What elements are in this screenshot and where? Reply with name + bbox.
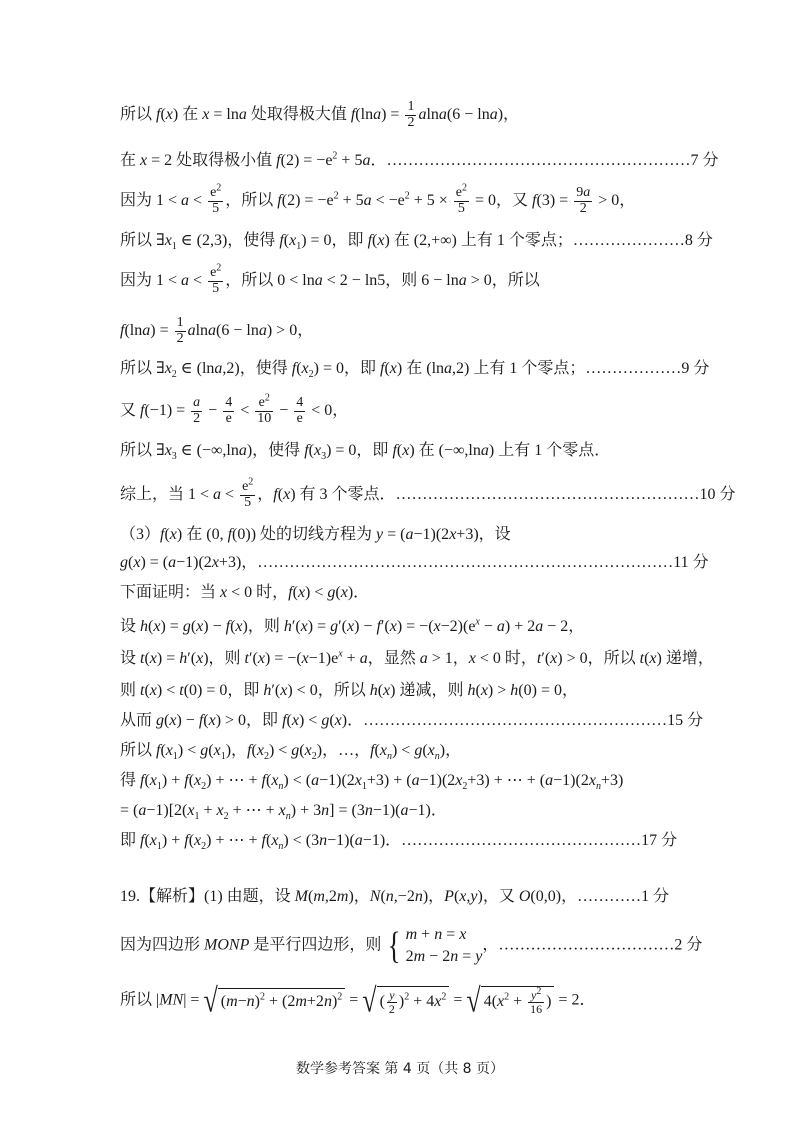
line-21: 即 $f(x_1) + f(x_2)$ + ⋯ + $f(x_n) < (3n-1)(a-1)$．………………………………………17 分 bbox=[120, 832, 678, 853]
line-1: 所以 f(x) 在 x = lna 处取得极大值 f(lna) = $\frac{1}{2}$ alna(6 − lna)， bbox=[120, 99, 520, 130]
page-footer: 数学参考答案 第 4 页（共 8 页） bbox=[295, 1061, 505, 1077]
line-4: 所以 $\exists x_1$ ∈ (2,3)，使得 $f(x_1) = 0$，即 f(x) 在 (2,+∞) 上有 1 个零点；…………………8 分 bbox=[120, 232, 713, 253]
line-20: = $(a-1)[2(x_1 + x_2$ + ⋯ + $x_n) + 3n] = (3n-1)(a-1)$． bbox=[120, 802, 447, 823]
line-7: 所以 $\exists x_2$ ∈ (lna,2)，使得 $f(x_2) = 0$，即 f(x) 在 (lna,2) 上有 1 个零点；………………9 分 bbox=[120, 360, 710, 381]
line-9: 所以 $\exists x_3$ ∈ (−∞,lna)，使得 $f(x_3) = 0$，即 f(x) 在 (−∞,lna) 上有 1 个零点． bbox=[120, 442, 611, 463]
line-13: 下面证明：当 x < 0 时，f(x) < g(x)． bbox=[120, 584, 370, 601]
line-14: 设 h(x) = g(x) − f(x)，则 $h'(x) = g'(x) - f'(x) = -(x-2)(e^x - a) + 2a - 2$， bbox=[120, 616, 585, 635]
line-22: 19.【解析】(1) 由题，设 M(m,2m)，N(n,−2n)，P(x,y)，又 O(0,0)，…………1 分 bbox=[120, 888, 670, 905]
line-19: 得 $f(x_1) + f(x_2)$ + ⋯ + $f(x_n) < (a-1)(2x_1+3) + (a-1)(2x_2+3)$ + ⋯ + $(a-1)(2x_n+3)$ bbox=[120, 772, 624, 793]
line-16: 则 t(x) < t(0) = 0，即 h′(x) < 0，所以 h(x) 递减，则 h(x) > h(0) = 0， bbox=[120, 682, 578, 699]
line-18: 所以 $f(x_1) < g(x_1)$，$f(x_2) < g(x_2)$，…，$f(x_n) < g(x_n)$， bbox=[120, 742, 462, 763]
line-24: 所以 |MN| = √ $(m-n)^2 + (2m+2n)^2$ = √ ( $\frac{y}{2}$ )$^2 + 4x^2$ = √ $4(x^2$ + $\frac{y^2}{16}$ ) = 2． bbox=[120, 981, 596, 1019]
line-12: g(x) = (a−1)(2x+3)，……………………………………………………………………11 分 bbox=[120, 554, 709, 571]
line-6: f(lna) = $\frac{1}{2}$ alna(6 − lna) > 0， bbox=[120, 315, 314, 346]
line-3: 因为 1 < a < $\frac{e^2}{5}$ ，所以 $f(2) = -e^2 + 5a < -e^2 + 5$ × $\frac{e^2}{5}$ = 0，又 f(3) = $\frac{9a}{2}$ > 0， bbox=[120, 182, 636, 216]
line-15: 设 t(x) = h′(x)，则 $t'(x) = -(x-1)e^x + a$，显然 a > 1，x < 0 时，t′(x) > 0，所以 t(x) 递增， bbox=[120, 648, 714, 667]
line-23: 因为四边形 MONP 是平行四边形，则 { m + n = x 2m − 2n = y，……………………………2 分 bbox=[120, 925, 703, 967]
line-8: 又 f(−1) = $\frac{a}{2}$ − $\frac{4}{e}$ < $\frac{e^2}{10}$ − $\frac{4}{e}$ < 0， bbox=[120, 392, 349, 426]
line-17: 从而 g(x) − f(x) > 0，即 f(x) < g(x)．…………………………………………………15 分 bbox=[120, 712, 704, 729]
line-11: （3）f(x) 在 (0, f(0)) 处的切线方程为 y = (a−1)(2x+3)，设 bbox=[120, 526, 511, 543]
line-5: 因为 1 < a < $\frac{e^2}{5}$ ，所以 0 < lna < 2 − ln5，则 6 − lna > 0，所以 bbox=[120, 262, 540, 296]
line-2: 在 x = 2 处取得极小值 $f(2) = -e^2 + 5a$．…………………………………………………7 分 bbox=[120, 150, 719, 169]
line-10: 综上，当 1 < a < $\frac{e^2}{5}$ ，f(x) 有 3 个零点．…………………………………………………10 分 bbox=[120, 476, 736, 510]
